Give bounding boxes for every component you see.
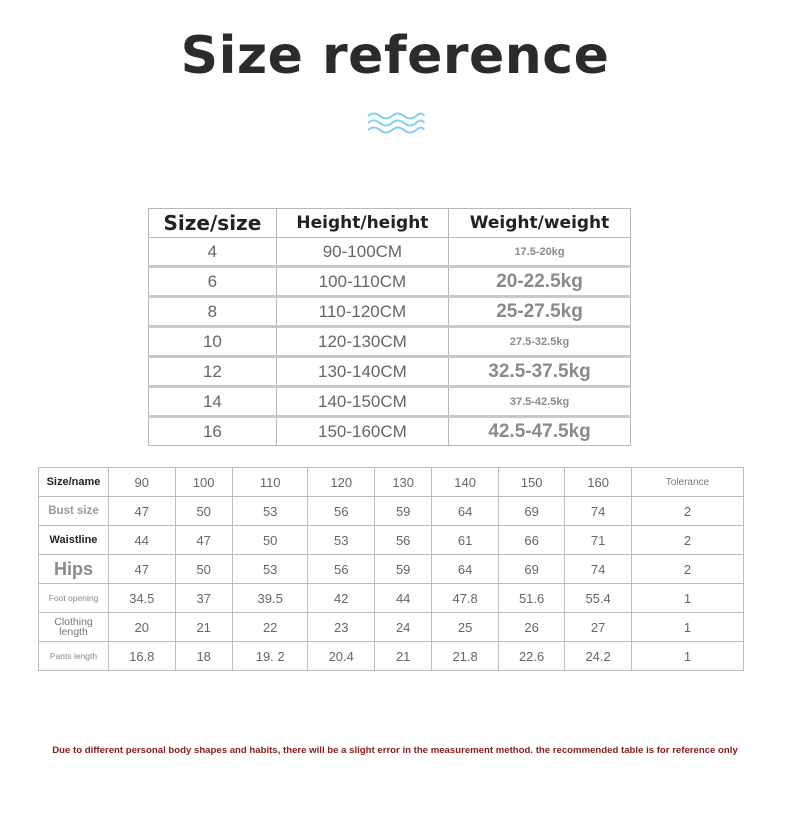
table-cell: 64 [432, 555, 499, 584]
row-label-hips: Hips [39, 555, 109, 584]
size-cell: 8 [149, 297, 277, 327]
table-cell: 69 [498, 555, 565, 584]
header-size-150: 150 [498, 468, 565, 497]
table-row [149, 238, 631, 267]
table-cell: 74 [565, 497, 632, 526]
table-cell: 51.6 [498, 584, 565, 613]
page-title: Size reference [180, 26, 610, 86]
size-cell: 12 [149, 357, 277, 387]
table-cell: 74 [565, 555, 632, 584]
table-cell: 69 [498, 497, 565, 526]
table-row [149, 417, 631, 446]
height-cell: 130-140CM [276, 357, 448, 387]
table-cell: 55.4 [565, 584, 632, 613]
table-cell: 64 [432, 497, 499, 526]
table-cell: 44 [374, 584, 431, 613]
table-cell: 50 [175, 497, 232, 526]
table-cell: 59 [374, 555, 431, 584]
table-row [39, 584, 744, 613]
table-cell: 47 [109, 497, 176, 526]
table-cell: 56 [308, 555, 375, 584]
table-row [149, 327, 631, 357]
header-tolerance: Tolerance [631, 468, 743, 497]
height-cell: 140-150CM [276, 387, 448, 417]
table-cell: 47.8 [432, 584, 499, 613]
table-cell: 53 [308, 526, 375, 555]
header-size-110: 110 [232, 468, 308, 497]
table-row [39, 642, 744, 671]
table-cell: 50 [232, 526, 308, 555]
size-cell: 14 [149, 387, 277, 417]
table-row [39, 497, 744, 526]
table-cell: 24 [374, 613, 431, 642]
row-label-foot-opening: Foot opening [39, 584, 109, 613]
table-cell: 59 [374, 497, 431, 526]
row-label-bust: Bust size [39, 497, 109, 526]
table-row [149, 297, 631, 327]
size-cell: 4 [149, 238, 277, 267]
size-table-header [149, 209, 631, 238]
header-size-90: 90 [109, 468, 176, 497]
header-size-100: 100 [175, 468, 232, 497]
header-size-120: 120 [308, 468, 375, 497]
table-cell: 27 [565, 613, 632, 642]
header-size-130: 130 [374, 468, 431, 497]
weight-cell: 37.5-42.5kg [449, 387, 631, 417]
measurement-table-header [39, 468, 744, 497]
table-cell: 16.8 [109, 642, 176, 671]
weight-cell: 42.5-47.5kg [449, 417, 631, 446]
table-row [149, 267, 631, 297]
table-cell: 44 [109, 526, 176, 555]
header-height: Height/height [276, 209, 448, 238]
size-cell: 16 [149, 417, 277, 446]
header-weight: Weight/weight [449, 209, 631, 238]
table-cell: 2 [631, 555, 743, 584]
table-cell: 53 [232, 497, 308, 526]
row-label-pants-length: Pants length [39, 642, 109, 671]
table-cell: 42 [308, 584, 375, 613]
table-cell: 21 [374, 642, 431, 671]
wave-icon [366, 111, 426, 135]
table-cell: 1 [631, 642, 743, 671]
height-cell: 120-130CM [276, 327, 448, 357]
size-cell: 10 [149, 327, 277, 357]
table-cell: 1 [631, 584, 743, 613]
table-cell: 20 [109, 613, 176, 642]
table-cell: 39.5 [232, 584, 308, 613]
disclaimer-note: Due to different personal body shapes and habits, there will be a slight error in the measurement method. the recommended table is for reference only [52, 745, 738, 756]
weight-cell: 25-27.5kg [449, 297, 631, 327]
row-label-clothing-length: Clothing length [39, 613, 109, 642]
table-cell: 24.2 [565, 642, 632, 671]
header-size: Size/size [149, 209, 277, 238]
table-row [39, 555, 744, 584]
table-cell: 2 [631, 526, 743, 555]
header-size-140: 140 [432, 468, 499, 497]
table-cell: 66 [498, 526, 565, 555]
table-cell: 26 [498, 613, 565, 642]
table-cell: 22 [232, 613, 308, 642]
measurement-table [38, 467, 744, 671]
weight-cell: 32.5-37.5kg [449, 357, 631, 387]
row-label-waistline: Waistline [39, 526, 109, 555]
table-cell: 2 [631, 497, 743, 526]
table-cell: 1 [631, 613, 743, 642]
table-row [149, 357, 631, 387]
table-cell: 37 [175, 584, 232, 613]
table-cell: 21 [175, 613, 232, 642]
table-cell: 20.4 [308, 642, 375, 671]
table-cell: 47 [175, 526, 232, 555]
table-cell: 25 [432, 613, 499, 642]
weight-cell: 20-22.5kg [449, 267, 631, 297]
table-cell: 50 [175, 555, 232, 584]
weight-cell: 27.5-32.5kg [449, 327, 631, 357]
table-cell: 22.6 [498, 642, 565, 671]
weight-cell: 17.5-20kg [449, 238, 631, 267]
table-cell: 34.5 [109, 584, 176, 613]
table-row [149, 387, 631, 417]
table-cell: 23 [308, 613, 375, 642]
height-cell: 100-110CM [276, 267, 448, 297]
table-cell: 18 [175, 642, 232, 671]
table-cell: 61 [432, 526, 499, 555]
table-cell: 56 [374, 526, 431, 555]
table-cell: 53 [232, 555, 308, 584]
size-table [148, 208, 631, 446]
header-size-name: Size/name [39, 468, 109, 497]
table-cell: 21.8 [432, 642, 499, 671]
table-row [39, 526, 744, 555]
header-size-160: 160 [565, 468, 632, 497]
height-cell: 150-160CM [276, 417, 448, 446]
table-cell: 56 [308, 497, 375, 526]
size-cell: 6 [149, 267, 277, 297]
height-cell: 90-100CM [276, 238, 448, 267]
height-cell: 110-120CM [276, 297, 448, 327]
table-cell: 71 [565, 526, 632, 555]
table-cell: 47 [109, 555, 176, 584]
table-row [39, 613, 744, 642]
table-cell: 19. 2 [232, 642, 308, 671]
